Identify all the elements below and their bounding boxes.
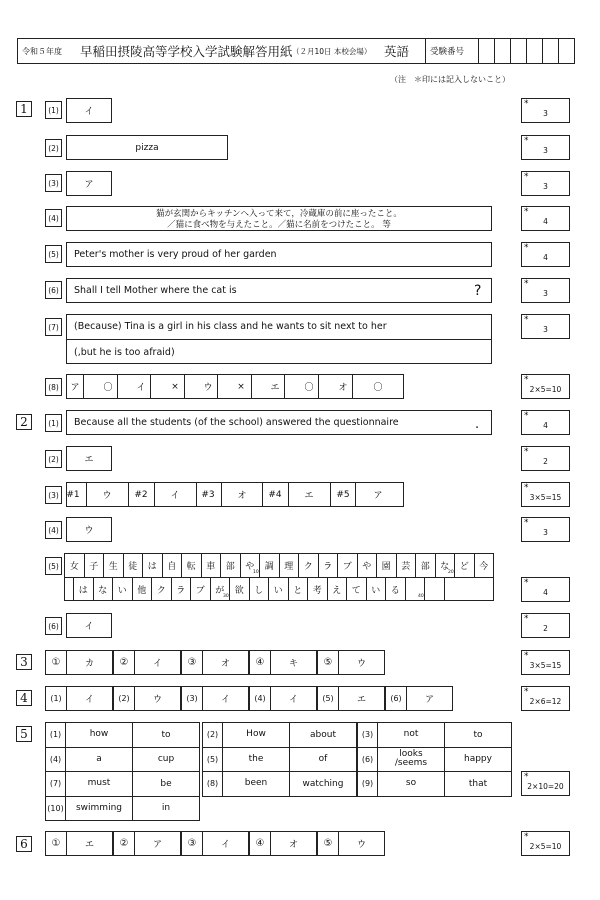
q4-item-label: (5) <box>317 686 339 711</box>
q1-4-answer-line2: ／猫に食べ物を与えたこと。／猫に名前をつけたこと。 等 <box>167 220 391 230</box>
grid-cell[interactable]: ブ <box>190 577 211 601</box>
grid-cell[interactable]: 部 <box>415 553 436 578</box>
q6-answer-box[interactable]: ア <box>134 831 181 856</box>
q1-7-answer-line1: (Because) Tina is a girl in his class and he wants to sit next to her <box>74 321 387 332</box>
q1-5-score-box: * 4 <box>521 242 570 267</box>
q6-item-label: ② <box>113 831 135 856</box>
grid-cell[interactable]: が <box>210 577 231 601</box>
q1-8-mark: 〇 <box>103 383 113 393</box>
q2-3-tag: #4 <box>268 489 282 500</box>
q4-score-box: * 2×6=12 <box>521 686 570 711</box>
q3-item-label: ① <box>45 650 67 675</box>
q2-2-answer-box[interactable]: エ <box>66 446 112 471</box>
q5-score-box: * 2×10=20 <box>521 771 570 796</box>
q2-3-tag: #5 <box>336 489 350 500</box>
q1-5-answer-text: Peter's mother is very proud of her garden <box>74 249 277 260</box>
grid-cell[interactable]: ラ <box>171 577 192 601</box>
question-5-number: 5 <box>16 726 32 742</box>
q5-answer-box[interactable]: be <box>132 771 200 797</box>
grid-cell[interactable]: て <box>346 577 367 601</box>
q2-3-answer: エ <box>304 491 314 501</box>
q2-6-answer-box[interactable]: イ <box>66 613 112 638</box>
q1-1-label: (1) <box>45 101 62 119</box>
q2-4-score-box: * 3 <box>521 517 570 542</box>
header-subject: 英語 <box>384 44 410 59</box>
grid-cell[interactable]: ラ <box>318 553 339 578</box>
q6-item-label: ⑤ <box>317 831 339 856</box>
q1-7-label: (7) <box>45 318 62 336</box>
grid-cell[interactable]: や <box>357 553 378 578</box>
header-title: 早稲田摂陵高等学校入学試験解答用紙 <box>80 44 293 59</box>
q4-item-label: (2) <box>113 686 135 711</box>
exam-number-cell[interactable] <box>510 38 511 64</box>
q1-4-score-box: * 4 <box>521 206 570 231</box>
instruction-note: （注 ＊印には記入しないこと） <box>390 74 510 84</box>
q4-answer-box[interactable]: ウ <box>134 686 181 711</box>
grid-cell[interactable]: 車 <box>201 553 222 578</box>
grid-cell[interactable]: し <box>249 577 270 601</box>
q3-item-label: ③ <box>181 650 203 675</box>
q1-8-label: (8) <box>45 378 62 396</box>
char-count-mark: 30 <box>223 594 229 599</box>
char-count-mark: 20 <box>448 570 454 575</box>
q5-answer-box[interactable]: to <box>444 722 512 748</box>
q1-6-question-mark: ? <box>474 282 482 299</box>
q1-8-score-box: * 2×5=10 <box>521 374 570 399</box>
q1-2-score-box: * 3 <box>521 135 570 160</box>
q3-item-label: ② <box>113 650 135 675</box>
q5-item-label: (5) <box>202 747 223 773</box>
q5-answer-box[interactable]: of <box>289 747 357 773</box>
q3-answer-box[interactable]: ウ <box>338 650 385 675</box>
q1-3-answer-box[interactable]: ア <box>66 171 112 196</box>
header-date-note: （２月10日 本校会場） <box>292 46 372 56</box>
grid-cell[interactable]: る <box>385 577 406 601</box>
q1-2-answer-box[interactable]: pizza <box>66 135 228 160</box>
q5-item-label: (3) <box>357 722 378 748</box>
q2-3-answer: イ <box>170 491 180 501</box>
q1-6-score-box: * 3 <box>521 278 570 303</box>
q3-answer-box[interactable]: カ <box>66 650 113 675</box>
q5-answer-box[interactable]: watching <box>289 771 357 797</box>
question-3-number: 3 <box>16 654 32 670</box>
q1-3-score-box: * 3 <box>521 171 570 196</box>
exam-number-cell[interactable] <box>526 38 527 64</box>
grid-cell[interactable]: ど <box>454 553 475 578</box>
q3-item-label: ⑤ <box>317 650 339 675</box>
q2-3-tag: #1 <box>66 489 80 500</box>
q1-5-label: (5) <box>45 245 62 263</box>
q5-answer-box[interactable]: the <box>222 747 290 773</box>
grid-cell[interactable]: ク <box>151 577 172 601</box>
q5-item-label: (10) <box>45 796 66 822</box>
q5-answer-box[interactable]: how <box>65 722 133 748</box>
grid-cell[interactable]: 理 <box>279 553 300 578</box>
char-count-mark: 40 <box>418 594 424 599</box>
q2-6-label: (6) <box>45 617 62 635</box>
header-era: 令和５年度 <box>22 46 62 56</box>
grid-cell[interactable]: 芸 <box>396 553 417 578</box>
q1-8-mark: ウ <box>203 383 213 393</box>
q6-answer-box[interactable]: ウ <box>338 831 385 856</box>
grid-cell[interactable] <box>424 577 445 601</box>
q4-item-label: (6) <box>385 686 407 711</box>
q4-answer-box[interactable]: イ <box>66 686 113 711</box>
q1-6-label: (6) <box>45 281 62 299</box>
grid-cell[interactable]: い <box>112 577 133 601</box>
grid-cell[interactable]: ク <box>298 553 319 578</box>
q2-3-score-box: * 3×5=15 <box>521 482 570 507</box>
q1-8-mark: エ <box>270 383 280 393</box>
q5-answer-box[interactable]: to <box>132 722 200 748</box>
exam-number-cell[interactable] <box>542 38 543 64</box>
q1-2-label: (2) <box>45 139 62 157</box>
q2-1-label: (1) <box>45 414 62 432</box>
q1-4-label: (4) <box>45 209 62 227</box>
q5-item-label: (2) <box>202 722 223 748</box>
question-4-number: 4 <box>16 690 32 706</box>
q5-answer-box[interactable]: swimming <box>65 796 133 822</box>
grid-cell[interactable]: い <box>366 577 387 601</box>
grid-cell[interactable]: い <box>268 577 289 601</box>
q5-answer-box[interactable]: been <box>222 771 290 797</box>
grid-cell[interactable]: 子 <box>84 553 105 578</box>
exam-number-cell[interactable] <box>558 38 559 64</box>
exam-number-label: 受験番号 <box>430 47 465 57</box>
q2-3-tag: #2 <box>134 489 148 500</box>
q4-answer-box[interactable]: ア <box>406 686 453 711</box>
q5-item-label: (8) <box>202 771 223 797</box>
grid-cell[interactable]: 欲 <box>229 577 250 601</box>
q1-1-answer-box[interactable]: イ <box>66 98 112 123</box>
q1-8-mark: 〇 <box>304 383 314 393</box>
q2-3-answer: ウ <box>102 491 112 501</box>
grid-cell[interactable]: は <box>142 553 163 578</box>
q2-4-label: (4) <box>45 521 62 539</box>
q2-3-answer: ア <box>373 491 383 501</box>
q2-3-tag: #3 <box>201 489 215 500</box>
q2-3-answer: オ <box>237 491 247 501</box>
grid-cell[interactable]: 考 <box>307 577 328 601</box>
q1-3-label: (3) <box>45 174 62 192</box>
q4-item-label: (4) <box>249 686 271 711</box>
grid-cell[interactable]: 他 <box>132 577 153 601</box>
q6-answer-box[interactable]: オ <box>270 831 317 856</box>
grid-cell[interactable]: 徒 <box>123 553 144 578</box>
q4-answer-box[interactable]: エ <box>338 686 385 711</box>
grid-cell[interactable]: や <box>240 553 261 578</box>
header-divider <box>425 38 426 64</box>
grid-cell[interactable]: ブ <box>337 553 358 578</box>
grid-cell[interactable]: 部 <box>220 553 241 578</box>
q1-8-mark: ア <box>70 383 80 393</box>
grid-cell[interactable]: 園 <box>376 553 397 578</box>
grid-cell[interactable]: な <box>435 553 456 578</box>
q2-1-score-box: * 4 <box>521 410 570 435</box>
q6-item-label: ④ <box>249 831 271 856</box>
q1-7-score-box: * 3 <box>521 314 570 339</box>
grid-cell[interactable]: 女 <box>64 553 85 578</box>
grid-cell[interactable]: 調 <box>259 553 280 578</box>
q1-4-answer-line1: 猫が玄関からキッチンへ入って来て，冷蔵庫の前に座ったこと。 <box>156 209 402 219</box>
q3-item-label: ④ <box>249 650 271 675</box>
char-count-mark: 10 <box>253 570 259 575</box>
grid-cell[interactable]: え <box>327 577 348 601</box>
q5-answer-box[interactable]: cup <box>132 747 200 773</box>
q1-7-answer-line2: (,but he is too afraid) <box>74 346 175 358</box>
q5-answer-box[interactable]: in <box>132 796 200 822</box>
q5-answer-box[interactable]: must <box>65 771 133 797</box>
grid-cell[interactable]: は <box>73 577 94 601</box>
q4-item-label: (1) <box>45 686 67 711</box>
q1-8-mark: イ <box>136 383 146 393</box>
question-2-number: 2 <box>16 414 32 430</box>
q1-8-mark: 〇 <box>373 383 383 393</box>
grid-cell[interactable]: な <box>93 577 114 601</box>
q3-answer-box[interactable]: イ <box>134 650 181 675</box>
q5-item-label: (9) <box>357 771 378 797</box>
q6-item-label: ③ <box>181 831 203 856</box>
q4-answer-box[interactable]: イ <box>270 686 317 711</box>
q1-8-mark: × <box>171 381 179 392</box>
q2-2-score-box: * 2 <box>521 446 570 471</box>
grid-cell[interactable]: 生 <box>103 553 124 578</box>
question-6-number: 6 <box>16 836 32 852</box>
grid-cell[interactable]: 転 <box>181 553 202 578</box>
q5-item-label: (6) <box>357 747 378 773</box>
grid-cell[interactable]: 今 <box>474 553 495 578</box>
q5-answer-box[interactable]: that <box>444 771 512 797</box>
q2-1-answer-text: Because all the students (of the school) answered the questionnaire <box>74 417 399 428</box>
q5-item-label: (1) <box>45 722 66 748</box>
grid-cell[interactable]: と <box>288 577 309 601</box>
q2-5-score-box: * 4 <box>521 577 570 602</box>
q6-score-box: * 2×5=10 <box>521 831 570 856</box>
q1-6-answer-text: Shall I tell Mother where the cat is <box>74 285 237 296</box>
q1-8-mark: オ <box>338 383 348 393</box>
q2-4-answer-box[interactable]: ウ <box>66 517 112 542</box>
q5-answer-box[interactable]: How <box>222 722 290 748</box>
q6-answer-box[interactable]: エ <box>66 831 113 856</box>
q5-answer-box[interactable]: a <box>65 747 133 773</box>
q2-5-label: (5) <box>45 557 62 575</box>
q3-score-box: * 3×5=15 <box>521 650 570 675</box>
q4-answer-box[interactable]: イ <box>202 686 249 711</box>
q4-item-label: (3) <box>181 686 203 711</box>
question-1-number: 1 <box>16 101 32 117</box>
q2-6-score-box: * 2 <box>521 613 570 638</box>
q5-answer-box[interactable]: not <box>377 722 445 748</box>
q5-answer-box[interactable]: looks /seems <box>377 747 445 773</box>
q2-2-label: (2) <box>45 450 62 468</box>
q1-8-mark: × <box>237 381 245 392</box>
q5-item-label: (4) <box>45 747 66 773</box>
exam-number-cell[interactable] <box>494 38 495 64</box>
q3-answer-box[interactable]: キ <box>270 650 317 675</box>
q2-1-period: . <box>475 417 480 432</box>
q6-item-label: ① <box>45 831 67 856</box>
q5-item-label: (7) <box>45 771 66 797</box>
q5-answer-box[interactable]: happy <box>444 747 512 773</box>
q6-answer-box[interactable]: イ <box>202 831 249 856</box>
exam-number-cell[interactable] <box>478 38 479 64</box>
q3-answer-box[interactable]: オ <box>202 650 249 675</box>
q5-answer-box[interactable]: about <box>289 722 357 748</box>
q5-answer-box[interactable]: so <box>377 771 445 797</box>
q2-3-label: (3) <box>45 486 62 504</box>
grid-cell[interactable]: 自 <box>162 553 183 578</box>
q1-1-score-box: * 3 <box>521 98 570 123</box>
